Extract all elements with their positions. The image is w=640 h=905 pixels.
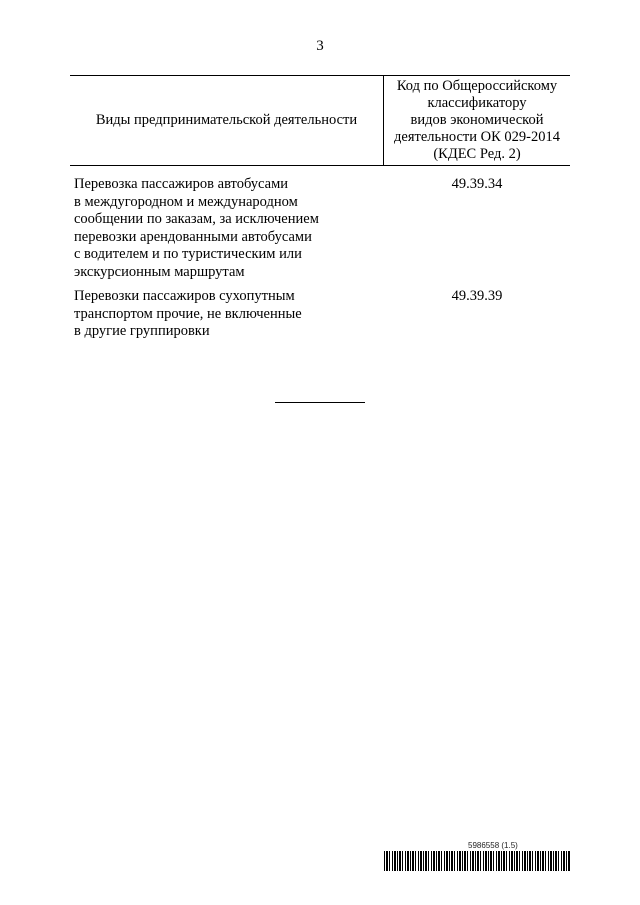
activity-line: Перевозки пассажиров сухопутным <box>74 288 295 304</box>
activity-line: с водителем и по туристическим или <box>74 246 302 262</box>
activity-description <box>74 288 374 341</box>
activity-code: 49.39.39 <box>451 288 503 304</box>
activity-description <box>74 176 374 281</box>
table-top-rule <box>70 75 570 76</box>
header-activity-label: Виды предпринимательской деятельности <box>95 112 358 128</box>
activity-line: транспортом прочие, не включенные <box>74 305 302 322</box>
activity-code: 49.39.34 <box>451 176 503 192</box>
header-code-line: деятельности ОК 029-2014 <box>394 129 560 145</box>
activity-line: перевозки арендованными автобусами <box>74 228 312 245</box>
activity-line: Перевозка пассажиров автобусами <box>74 176 289 192</box>
header-code-line: видов экономической <box>410 112 544 128</box>
document-end-line <box>275 402 365 403</box>
barcode <box>384 851 570 871</box>
header-code-label <box>384 78 570 163</box>
page-number: 3 <box>316 38 324 54</box>
header-code-line: (КДЕС Ред. 2) <box>433 146 521 162</box>
barcode-number: 5986558 (1.5) <box>468 841 518 850</box>
activity-line: сообщении по заказам, за исключением <box>74 211 319 227</box>
activity-line: экскурсионным маршрутам <box>74 263 245 280</box>
activity-line: в междугородном и международном <box>74 193 298 210</box>
activity-line: в другие группировки <box>74 323 210 339</box>
header-code-line: классификатору <box>427 95 527 111</box>
table-header-bottom-rule <box>70 165 570 166</box>
header-code-line: Код по Общероссийскому <box>396 78 558 94</box>
